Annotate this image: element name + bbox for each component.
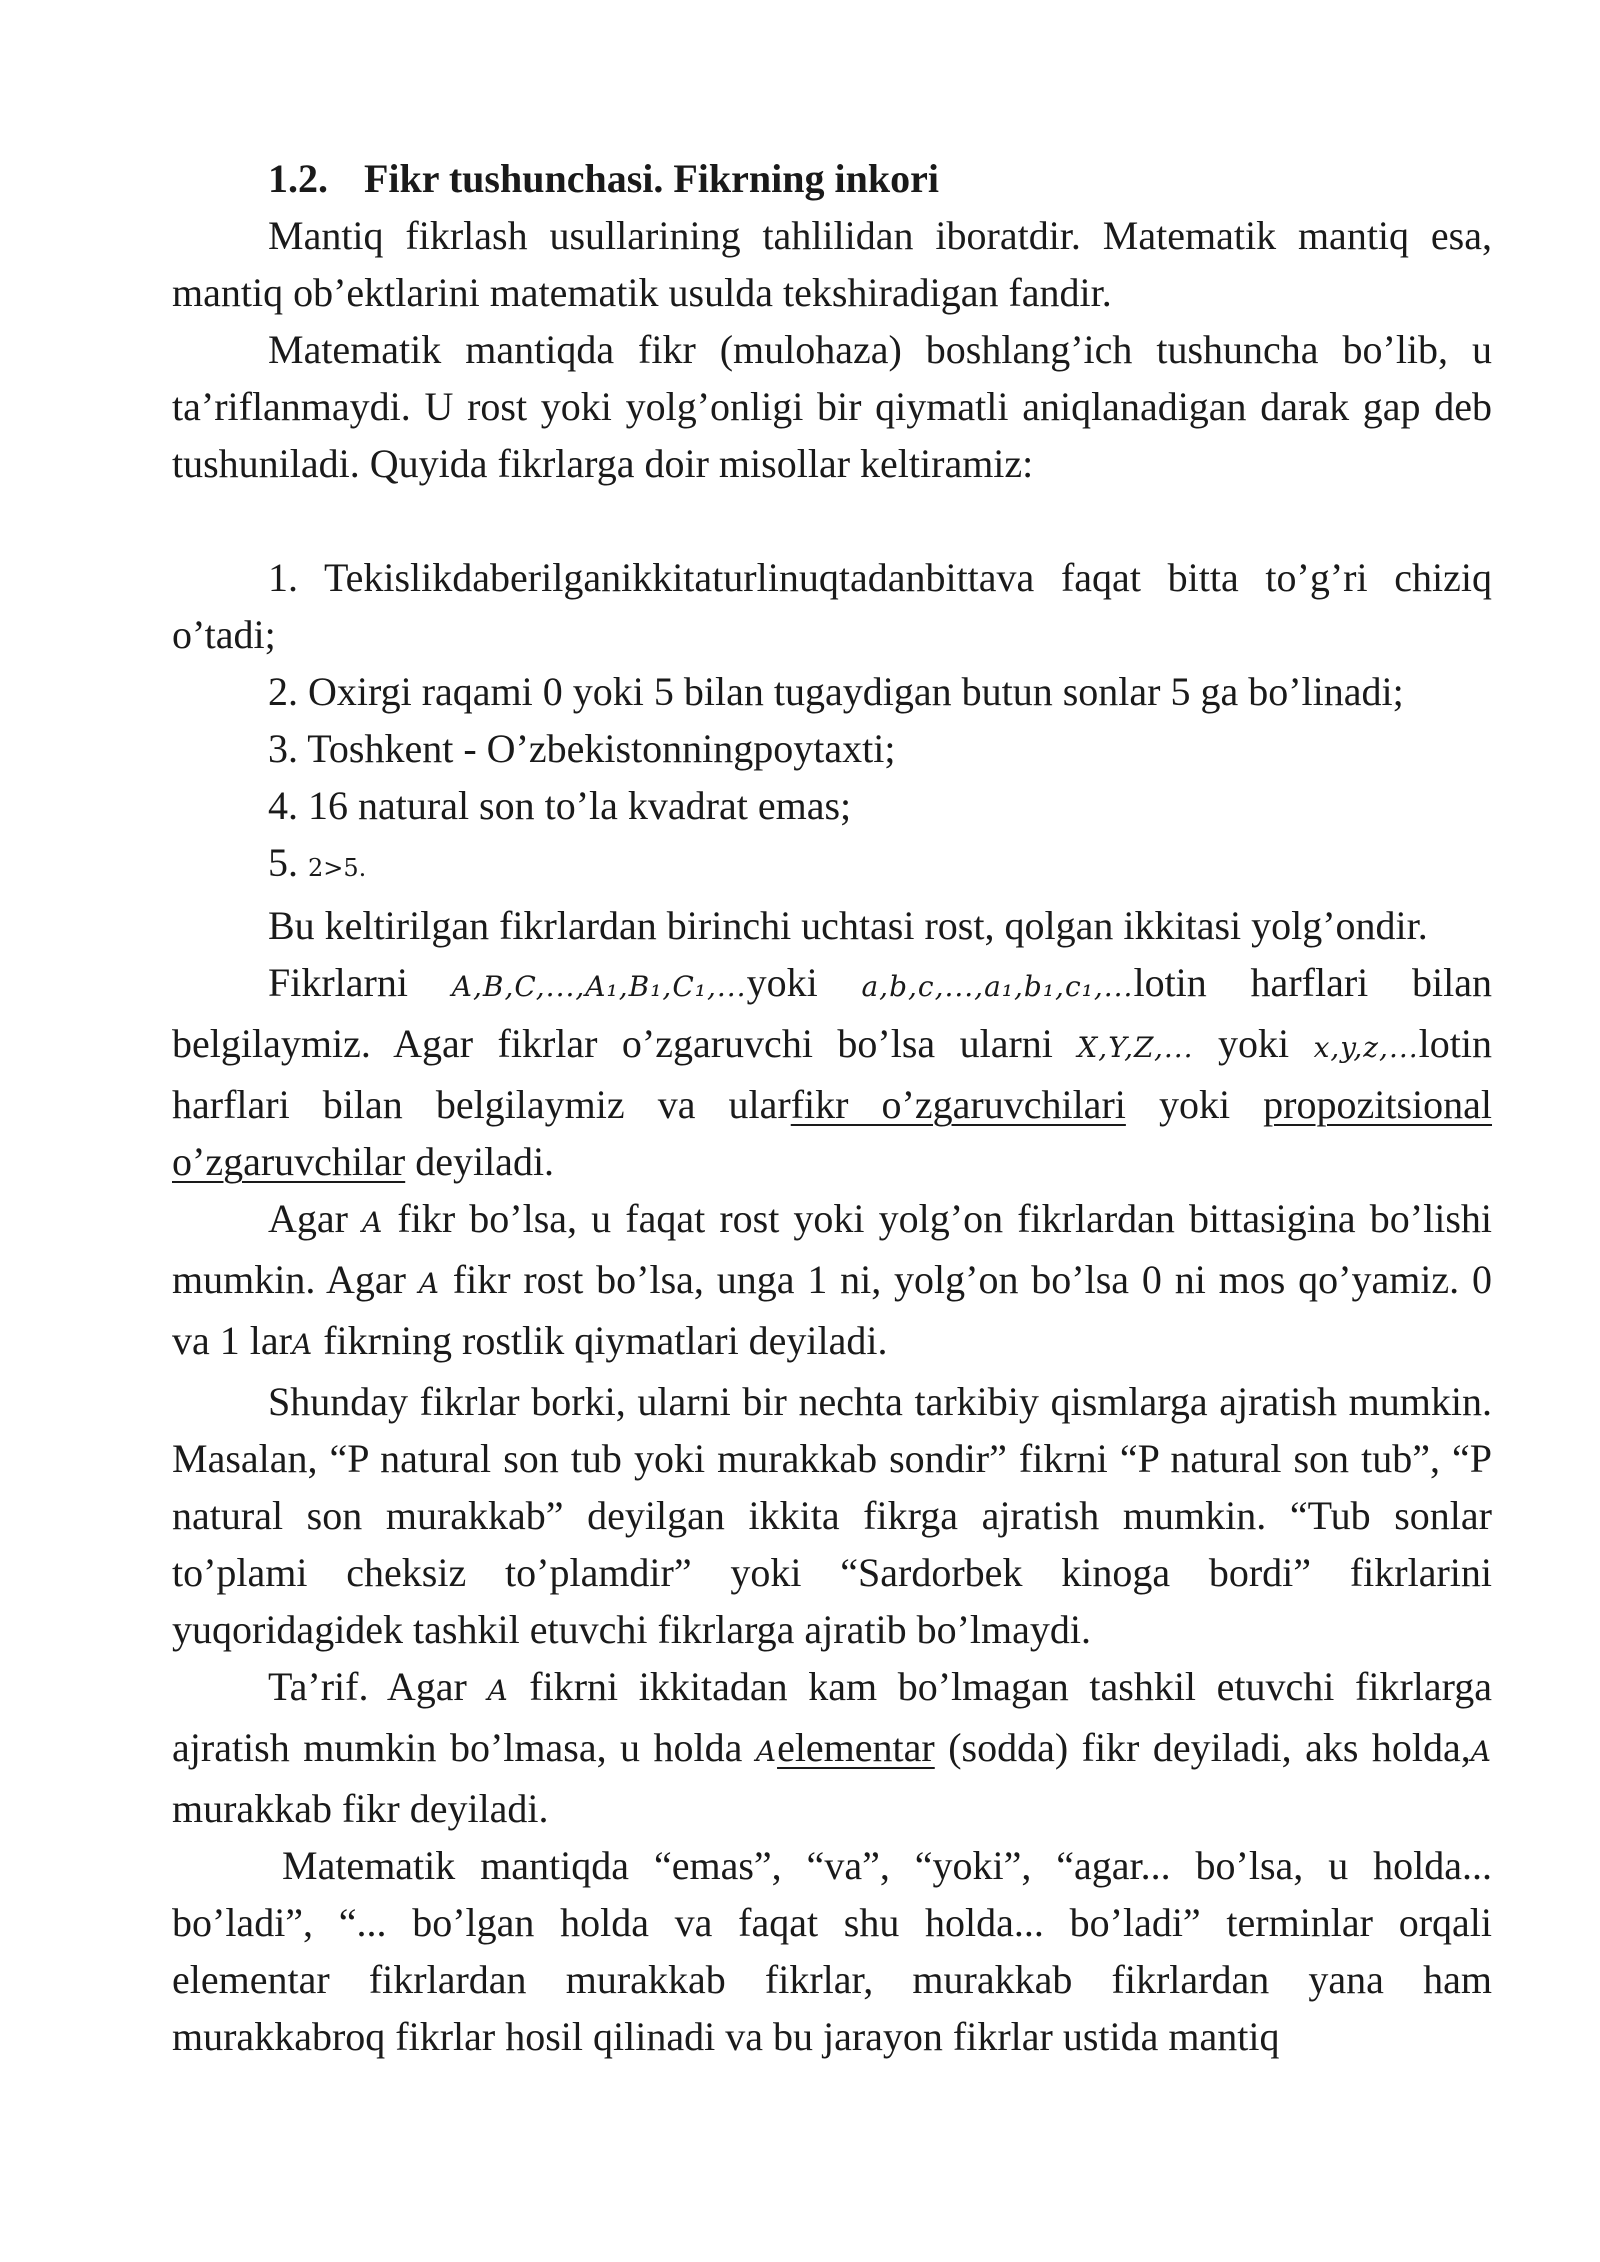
paragraph-truth-values: Agar A fikr bo’lsa, u faqat rost yoki yolg’on fikrlardan bittasigina bo’lishi mumkin. Agar A fikr rost bo’lsa, unga 1 ni, yolg’on bo’lsa 0 ni mos qo’yamiz. 0 va 1 larA fikrning rostlik qiymatlari deyiladi. xyxy=(172,1196,1492,1363)
paragraph-intro: Mantiq fikrlash usullarining tahlilidan iboratdir. Matematik mantiq esa, mantiq ob’ektlarini matematik usulda tekshiradigan fandir. xyxy=(172,213,1492,315)
math-expression: a,b,c,...,a₁,b₁,c₁,... xyxy=(861,970,1134,1003)
paragraph-truth-of-examples: Bu keltirilgan fikrlardan birinchi uchtasi rost, qolgan ikkitasi yolg’ondir. xyxy=(268,903,1428,948)
math-expression: A xyxy=(1470,1735,1492,1768)
list-item: 5. 2>5. xyxy=(268,840,367,885)
spacer xyxy=(172,492,1492,549)
math-expression: A xyxy=(291,1328,314,1361)
list-item: 2. Oxirgi raqami 0 yoki 5 bilan tugaydigan butun sonlar 5 ga bo’linadi; xyxy=(268,669,1404,714)
paragraph-compound-example: Shunday fikrlar borki, ularni bir nechta tarkibiy qismlarga ajratish mumkin. Masalan, “P natural son tub yoki murakkab sondir” fikrni “P natural son tub”, “P natural son murakkab” deyilgan ikkita fikrga ajratish mumkin. “Tub sonlar to’plami cheksiz to’plamdir” yoki “Sardorbek kinoga bordi” fikrlarini yuqoridagidek tashkil etuvchi fikrlarga ajratib bo’lmaydi. xyxy=(172,1379,1492,1652)
paragraph-notation: Fikrlarni A,B,C,...,A₁,B₁,C₁,...yoki a,b,c,...,a₁,b₁,c₁,...lotin harflari bilan belgilaymiz. Agar fikrlar o’zgaruvchi bo’lsa ularni X,Y,Z,... yoki x,y,z,...lotin harflari bilan belgilaymiz va ularfikr o’zgaruvchilari yoki propozitsional o’zgaruvchilar deyiladi. xyxy=(172,960,1492,1184)
math-expression: A xyxy=(418,1267,440,1300)
math-expression: A xyxy=(362,1206,384,1239)
math-expression: A,B,C,...,A₁,B₁,C₁,... xyxy=(451,970,747,1003)
list-item: 4. 16 natural son to’la kvadrat emas; xyxy=(268,783,852,828)
section-title: Fikr tushunchasi. Fikrning inkori xyxy=(364,156,939,201)
list-item: 3. Toshkent - O’zbekistonningpoytaxti; xyxy=(268,726,896,771)
paragraph-definition-intro: Matematik mantiqda fikr (mulohaza) boshlang’ich tushuncha bo’lib, u ta’riflanmaydi. U rost yoki yolg’onligi bir qiymatli aniqlanadigan darak gap deb tushuniladi. Quyida fikrlarga doir misollar keltiramiz: xyxy=(172,327,1492,486)
term-underlined: propozitsional o’zgaruvchilar xyxy=(172,1082,1492,1184)
term-underlined: elementar xyxy=(777,1725,935,1770)
paragraph-logical-connectives: Matematik mantiqda “emas”, “va”, “yoki”, “agar... bo’lsa, u holda... bo’ladi”, “... bo’lgan holda va faqat shu holda... bo’ladi” terminlar orqali elementar fikrlardan murakkab fikrlar, murakkab fikrlardan yana ham murakkabroq fikrlar hosil qilinadi va bu jarayon fikrlar ustida mantiq xyxy=(172,1843,1492,2059)
math-expression: 2>5. xyxy=(308,854,367,882)
section-number: 1.2. xyxy=(268,156,328,201)
term-underlined: fikr o’zgaruvchilari xyxy=(790,1082,1126,1127)
document-page xyxy=(172,150,1492,2065)
paragraph-definition: Ta’rif. Agar A fikrni ikkitadan kam bo’lmagan tashkil etuvchi fikrlarga ajratish mumkin bo’lmasa, u holda Aelementar (sodda) fikr deyiladi, aks holda,A murakkab fikr deyiladi. xyxy=(172,1664,1492,1831)
math-expression: X,Y,Z,... xyxy=(1077,1031,1194,1064)
list-item: 1. Tekislikdaberilganikkitaturlinuqtadanbittava faqat bitta to’g’ri chiziq o’tadi; xyxy=(172,555,1492,657)
section-heading xyxy=(172,150,1492,207)
math-expression: A xyxy=(755,1735,778,1768)
math-expression: x,y,z,... xyxy=(1313,1031,1419,1064)
math-expression: A xyxy=(487,1674,509,1707)
